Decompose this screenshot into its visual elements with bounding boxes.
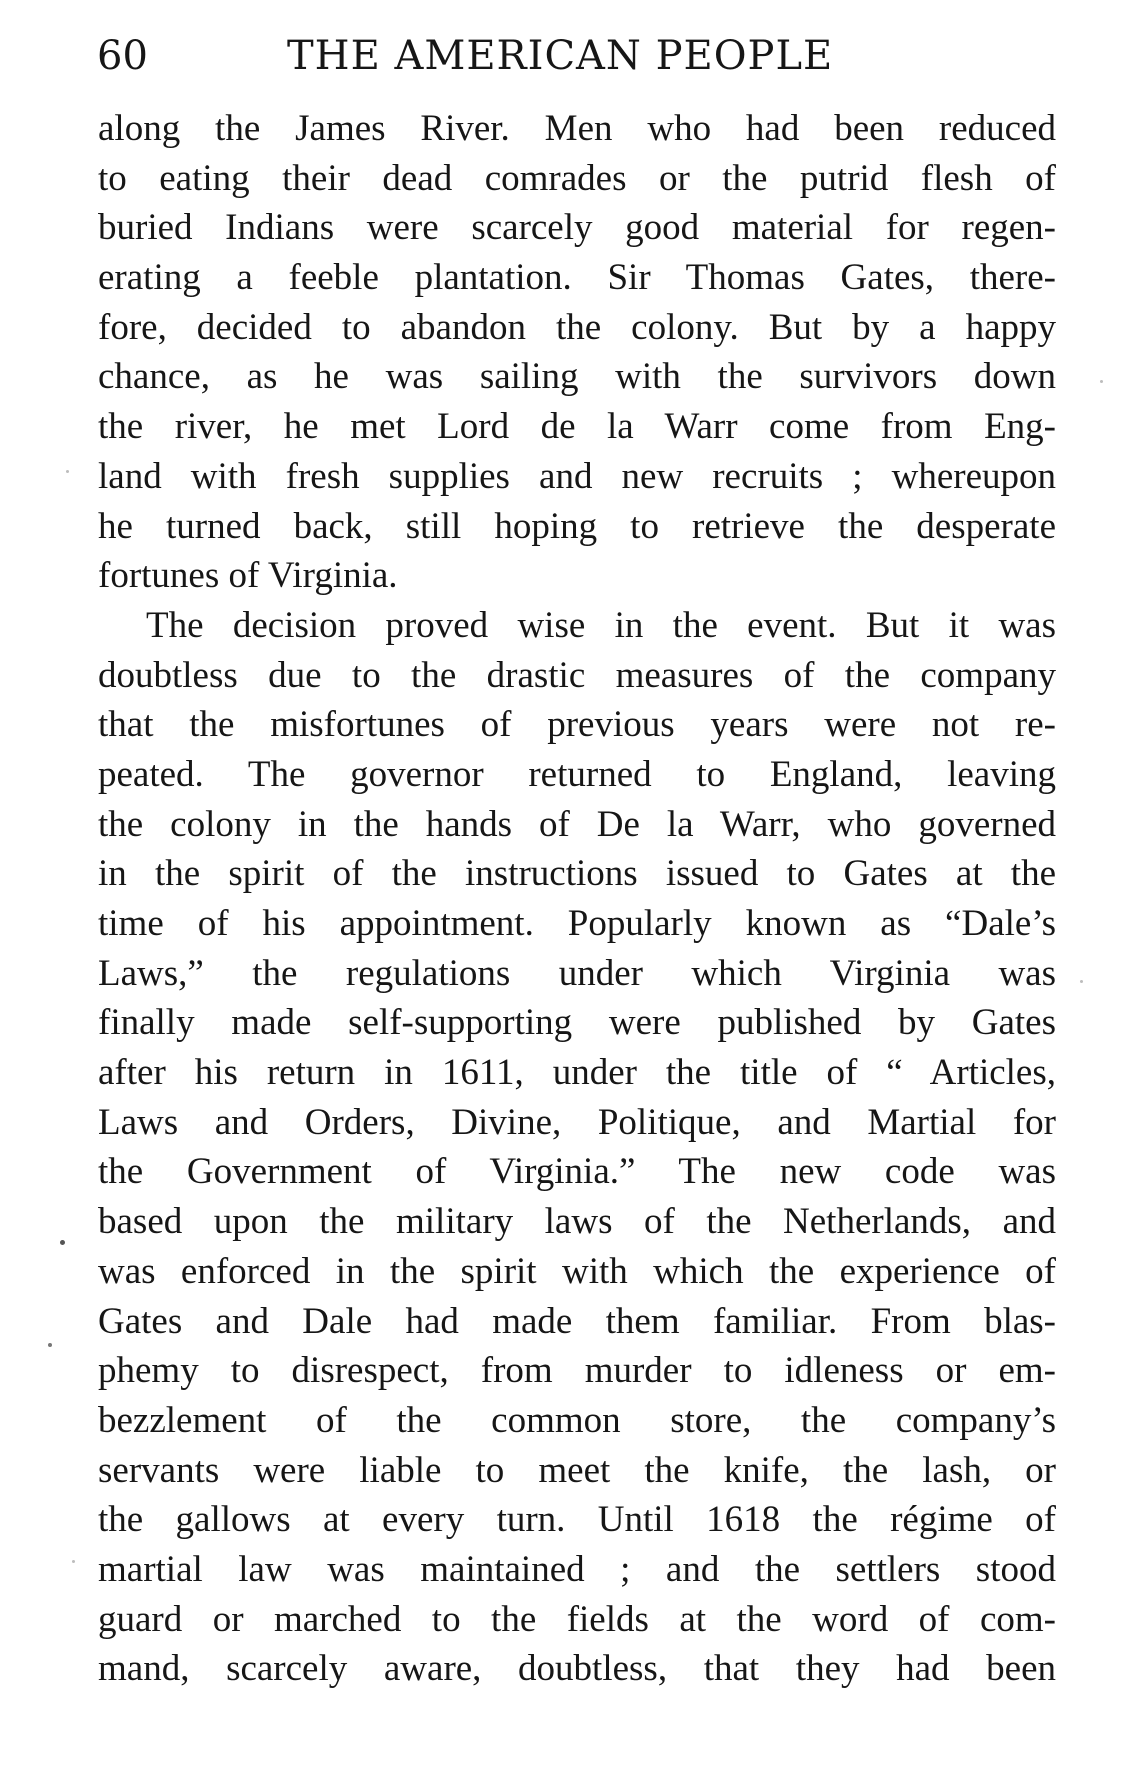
text-line: in the spirit of the instructions issued to Gates at the [98, 853, 1056, 895]
scan-speck [72, 1560, 75, 1563]
text-line: buried Indians were scarcely good material for regen- [98, 207, 1056, 249]
body-text [98, 104, 1056, 1694]
text-line: along the James River. Men who had been reduced [98, 108, 1056, 149]
text-line: the Government of Virginia.” The new code was [98, 1151, 1056, 1193]
text-line: martial law was maintained ; and the settlers stood [98, 1548, 1056, 1590]
scan-speck [66, 470, 69, 473]
text-line: doubtless due to the drastic measures of the company [98, 654, 1056, 696]
text-line: time of his appointment. Popularly known as “Dale’s [98, 903, 1056, 944]
text-line: servants were liable to meet the knife, the lash, or [98, 1449, 1056, 1491]
text-line: he turned back, still hoping to retrieve the desperate [98, 505, 1056, 547]
text-line: Gates and Dale had made them familiar. From blas- [98, 1300, 1056, 1342]
text-line: guard or marched to the fields at the word of com- [98, 1598, 1056, 1640]
text-line: to eating their dead comrades or the putrid flesh of [98, 157, 1056, 199]
text-line: mand, scarcely aware, doubtless, that they had been [98, 1648, 1056, 1690]
scan-speck [60, 1240, 65, 1245]
text-line: Laws and Orders, Divine, Politique, and Martial for [98, 1101, 1056, 1143]
text-line: the river, he met Lord de la Warr come from Eng- [98, 406, 1056, 448]
text-line: after his return in 1611, under the title of “ Articles, [98, 1052, 1056, 1094]
text-line: bezzlement of the common store, the company’s [98, 1399, 1056, 1441]
page-header [97, 28, 1057, 84]
text-line: chance, as he was sailing with the survivors down [98, 356, 1056, 398]
text-line: that the misfortunes of previous years were not re- [98, 704, 1056, 746]
text-line: was enforced in the spirit with which the experience of [98, 1250, 1056, 1292]
text-line: phemy to disrespect, from murder to idleness or em- [98, 1350, 1056, 1392]
paragraph-last-line: fortunes of Virginia. [98, 555, 398, 597]
scan-speck [1100, 380, 1103, 383]
scan-speck [1080, 980, 1083, 983]
page-number: 60 [97, 33, 148, 79]
text-line: the gallows at every turn. Until 1618 the régime of [98, 1499, 1056, 1541]
text-line: the colony in the hands of De la Warr, who governed [98, 803, 1056, 845]
paragraph-first-line: The decision proved wise in the event. But it was [146, 604, 1056, 646]
text-line: finally made self-supporting were published by Gates [98, 1002, 1056, 1044]
text-line: Laws,” the regulations under which Virginia was [98, 952, 1056, 994]
text-line: based upon the military laws of the Netherlands, and [98, 1201, 1056, 1243]
text-line: peated. The governor returned to England, leaving [98, 753, 1056, 795]
running-title: THE AMERICAN PEOPLE [287, 33, 834, 79]
text-line: land with fresh supplies and new recruits ; whereupon [98, 455, 1056, 497]
scan-speck [48, 1343, 52, 1347]
text-line: erating a feeble plantation. Sir Thomas Gates, there- [98, 257, 1056, 299]
text-line: fore, decided to abandon the colony. But by a happy [98, 306, 1056, 348]
